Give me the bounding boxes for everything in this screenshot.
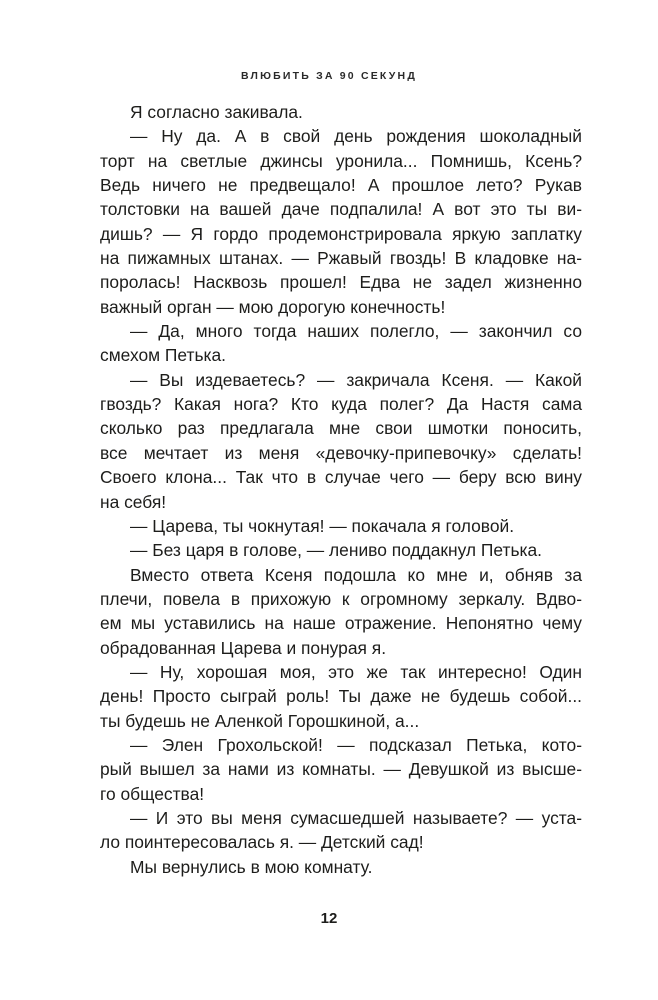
text-line: — Царева, ты чокнутая! — покачала я головой. bbox=[130, 515, 515, 536]
text-line: обрадованная Царева и понурая я. bbox=[100, 637, 387, 658]
text-line: Ведь ничего не предвещало! А прошлое лето? Рукав bbox=[100, 175, 582, 196]
text-line: толстовки на вашей даче подпалила! А вот это ты ви- bbox=[100, 199, 582, 220]
text-line: ем мы уставились на наше отражение. Непонятно чему bbox=[100, 613, 582, 634]
text-line: на пижамных штанах. — Ржавый гвоздь! В кладовке на- bbox=[100, 248, 582, 269]
text-line: Своего клона... Так что в случае чего — беру всю вину bbox=[100, 467, 582, 488]
text-line: торт на светлые джинсы уронила... Помнишь, Ксень? bbox=[100, 150, 582, 171]
text-line: сколько раз предлагала мне свои шмотки поносить, bbox=[100, 418, 582, 439]
text-line: Я согласно закивала. bbox=[130, 102, 303, 122]
body-text bbox=[100, 100, 582, 879]
text-line: — Вы издеваетесь? — закричала Ксеня. — Какой bbox=[130, 369, 582, 390]
running-head: ВЛЮБИТЬ ЗА 90 СЕКУНД bbox=[240, 70, 417, 82]
page-number: 12 bbox=[320, 910, 338, 927]
text-line: плечи, повела в прихожую к огромному зеркалу. Вдво- bbox=[100, 588, 582, 609]
text-line: Мы вернулись в мою комнату. bbox=[130, 856, 373, 877]
text-line: — Ну, хорошая моя, это же так интересно! Один bbox=[130, 661, 582, 682]
text-line: день! Просто сыграй роль! Ты даже не будешь собой... bbox=[100, 686, 582, 707]
text-line: смехом Петька. bbox=[100, 345, 227, 366]
text-line: рый вышел за нами из комнаты. — Девушкой из высше- bbox=[100, 759, 582, 780]
text-line: ты будешь не Аленкой Горошкиной, а... bbox=[100, 710, 420, 731]
text-line: — Да, много тогда наших полегло, — закончил со bbox=[130, 321, 582, 342]
text-line: — И это вы меня сумасшедшей называете? — уста- bbox=[130, 807, 582, 828]
text-line: ло поинтересовалась я. — Детский сад! bbox=[100, 832, 424, 853]
text-line: — Элен Грохольской! — подсказал Петька, кото- bbox=[130, 734, 582, 755]
text-line: все мечтает из меня «девочку-припевочку» сделать! bbox=[100, 442, 582, 463]
text-line: важный орган — мою дорогую конечность! bbox=[100, 296, 446, 317]
text-line: го общества! bbox=[100, 783, 205, 804]
text-line: — Без царя в голове, — лениво поддакнул Петька. bbox=[130, 540, 542, 561]
text-line: дишь? — Я гордо продемонстрировала яркую заплатку bbox=[100, 223, 582, 244]
text-line: гвоздь? Какая нога? Кто куда полег? Да Настя сама bbox=[100, 394, 582, 415]
text-line: на себя! bbox=[100, 491, 167, 512]
text-line: — Ну да. А в свой день рождения шоколадный bbox=[130, 126, 582, 147]
text-line: Вместо ответа Ксеня подошла ко мне и, обняв за bbox=[130, 564, 582, 585]
text-line: поролась! Насквозь прошел! Едва не задел жизненно bbox=[100, 272, 582, 293]
